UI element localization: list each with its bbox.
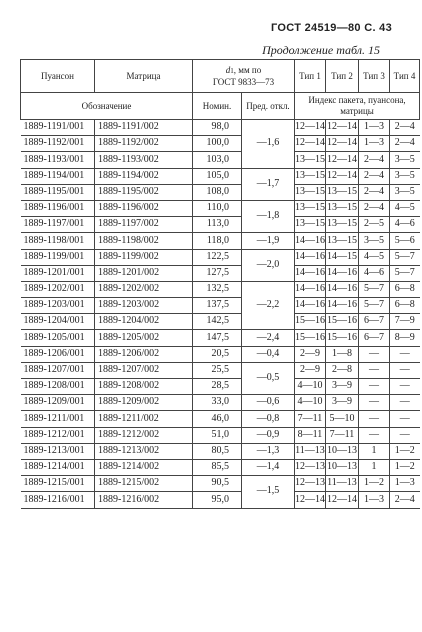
die-designation: 1889-1197/002 <box>95 217 193 233</box>
nominal-value: 98,0 <box>193 120 242 136</box>
table-row <box>21 411 420 427</box>
header-d1-gost: ГОСТ 9833—73 <box>212 76 275 87</box>
header-limit-deviation: Пред. откл. <box>242 93 295 120</box>
type4-index: 1—2 <box>390 443 420 459</box>
nominal-value: 100,0 <box>193 136 242 152</box>
punch-designation: 1889-1206/001 <box>21 346 95 362</box>
type1-index: 13—15 <box>295 217 326 233</box>
type1-index: 4—10 <box>295 395 326 411</box>
nominal-value: 90,5 <box>193 476 242 492</box>
type2-index: 10—13 <box>326 459 359 475</box>
type2-index: 12—14 <box>326 168 359 184</box>
type2-index: 15—16 <box>326 314 359 330</box>
type4-index: 5—6 <box>390 233 420 249</box>
type2-index: 5—10 <box>326 411 359 427</box>
type3-index: — <box>359 411 390 427</box>
type4-index: 8—9 <box>390 330 420 346</box>
type3-index: — <box>359 379 390 395</box>
type4-index: — <box>390 411 420 427</box>
nominal-value: 110,0 <box>193 200 242 216</box>
table-row <box>21 168 420 184</box>
punch-designation: 1889-1196/001 <box>21 200 95 216</box>
table-row <box>21 314 420 330</box>
type1-index: 12—14 <box>295 136 326 152</box>
type4-index: 4—6 <box>390 217 420 233</box>
type4-index: 1—3 <box>390 476 420 492</box>
die-designation: 1889-1191/002 <box>95 120 193 136</box>
table-row <box>21 476 420 492</box>
type4-index: 7—9 <box>390 314 420 330</box>
table-body <box>21 120 420 509</box>
type3-index: 2—4 <box>359 200 390 216</box>
type2-index: 3—9 <box>326 395 359 411</box>
type1-index: 13—15 <box>295 184 326 200</box>
type2-index: 15—16 <box>326 330 359 346</box>
table-row <box>21 152 420 168</box>
type3-index: 2—4 <box>359 152 390 168</box>
nominal-value: 95,0 <box>193 492 242 508</box>
header-nominal: Номин. <box>193 93 242 120</box>
type1-index: 12—13 <box>295 476 326 492</box>
punch-designation: 1889-1208/001 <box>21 379 95 395</box>
punch-designation: 1889-1202/001 <box>21 281 95 297</box>
table-row <box>21 427 420 443</box>
punch-designation: 1889-1204/001 <box>21 314 95 330</box>
type1-index: 12—14 <box>295 120 326 136</box>
limit-deviation: —1,3 <box>242 443 295 459</box>
limit-deviation: —2,4 <box>242 330 295 346</box>
die-designation: 1889-1213/002 <box>95 443 193 459</box>
nominal-value: 20,5 <box>193 346 242 362</box>
type4-index: 2—4 <box>390 120 420 136</box>
type3-index: 1—3 <box>359 120 390 136</box>
type2-index: 10—13 <box>326 443 359 459</box>
type4-index: 5—7 <box>390 249 420 265</box>
type1-index: 13—15 <box>295 168 326 184</box>
die-designation: 1889-1215/002 <box>95 476 193 492</box>
type2-index: 1—8 <box>326 346 359 362</box>
limit-deviation: —1,6 <box>242 120 295 169</box>
table-row <box>21 346 420 362</box>
type3-index: 1—3 <box>359 492 390 508</box>
type1-index: 14—16 <box>295 265 326 281</box>
limit-deviation: —0,4 <box>242 346 295 362</box>
die-designation: 1889-1202/002 <box>95 281 193 297</box>
type2-index: 12—14 <box>326 152 359 168</box>
type2-index: 3—9 <box>326 379 359 395</box>
die-designation: 1889-1192/002 <box>95 136 193 152</box>
header-type2: Тип 2 <box>326 60 359 93</box>
nominal-value: 46,0 <box>193 411 242 427</box>
nominal-value: 147,5 <box>193 330 242 346</box>
type4-index: 3—5 <box>390 152 420 168</box>
type2-index: 13—15 <box>326 217 359 233</box>
table-row <box>21 379 420 395</box>
type4-index: 4—5 <box>390 200 420 216</box>
type2-index: 7—11 <box>326 427 359 443</box>
die-designation: 1889-1216/002 <box>95 492 193 508</box>
type1-index: 15—16 <box>295 330 326 346</box>
type4-index: 5—7 <box>390 265 420 281</box>
table-row <box>21 492 420 508</box>
die-designation: 1889-1204/002 <box>95 314 193 330</box>
nominal-value: 137,5 <box>193 298 242 314</box>
nominal-value: 142,5 <box>193 314 242 330</box>
header-type4: Тип 4 <box>390 60 420 93</box>
page-header: ГОСТ 24519—80 С. 43 <box>271 22 392 34</box>
die-designation: 1889-1199/002 <box>95 249 193 265</box>
header-die: Матрица <box>95 60 193 93</box>
die-designation: 1889-1205/002 <box>95 330 193 346</box>
table-row <box>21 330 420 346</box>
nominal-value: 51,0 <box>193 427 242 443</box>
type2-index: 14—16 <box>326 281 359 297</box>
nominal-value: 105,0 <box>193 168 242 184</box>
type3-index: 4—6 <box>359 265 390 281</box>
header-punch: Пуансон <box>21 60 95 93</box>
punch-designation: 1889-1192/001 <box>21 136 95 152</box>
type1-index: 11—13 <box>295 443 326 459</box>
type4-index: 2—4 <box>390 492 420 508</box>
type3-index: 2—5 <box>359 217 390 233</box>
punch-designation: 1889-1205/001 <box>21 330 95 346</box>
type4-index: 3—5 <box>390 184 420 200</box>
table-row <box>21 249 420 265</box>
die-designation: 1889-1201/002 <box>95 265 193 281</box>
limit-deviation: —0,5 <box>242 362 295 394</box>
type3-index: 6—7 <box>359 330 390 346</box>
header-index: Индекс пакета, пуансона, матрицы <box>295 93 420 120</box>
type1-index: 14—16 <box>295 249 326 265</box>
type2-index: 13—15 <box>326 233 359 249</box>
type3-index: — <box>359 346 390 362</box>
type3-index: 3—5 <box>359 233 390 249</box>
punch-designation: 1889-1213/001 <box>21 443 95 459</box>
type3-index: 1—3 <box>359 136 390 152</box>
table-row <box>21 184 420 200</box>
table-row <box>21 459 420 475</box>
punch-designation: 1889-1199/001 <box>21 249 95 265</box>
type1-index: 12—13 <box>295 459 326 475</box>
punch-designation: 1889-1203/001 <box>21 298 95 314</box>
nominal-value: 113,0 <box>193 217 242 233</box>
header-d1 <box>193 60 295 93</box>
type1-index: 13—15 <box>295 152 326 168</box>
type1-index: 14—16 <box>295 233 326 249</box>
type4-index: 2—4 <box>390 136 420 152</box>
type4-index: 3—5 <box>390 168 420 184</box>
punch-designation: 1889-1216/001 <box>21 492 95 508</box>
punch-designation: 1889-1215/001 <box>21 476 95 492</box>
type1-index: 15—16 <box>295 314 326 330</box>
type1-index: 14—16 <box>295 281 326 297</box>
type1-index: 14—16 <box>295 298 326 314</box>
punch-designation: 1889-1209/001 <box>21 395 95 411</box>
type1-index: 7—11 <box>295 411 326 427</box>
limit-deviation: —0,8 <box>242 411 295 427</box>
limit-deviation: —0,9 <box>242 427 295 443</box>
nominal-value: 122,5 <box>193 249 242 265</box>
type2-index: 13—15 <box>326 184 359 200</box>
limit-deviation: —0,6 <box>242 395 295 411</box>
type4-index: — <box>390 379 420 395</box>
header-type3: Тип 3 <box>359 60 390 93</box>
type1-index: 8—11 <box>295 427 326 443</box>
die-designation: 1889-1212/002 <box>95 427 193 443</box>
type3-index: — <box>359 395 390 411</box>
type3-index: 2—4 <box>359 184 390 200</box>
type4-index: — <box>390 362 420 378</box>
type4-index: 1—2 <box>390 459 420 475</box>
table-row <box>21 298 420 314</box>
limit-deviation: —1,8 <box>242 200 295 232</box>
type1-index: 12—14 <box>295 492 326 508</box>
nominal-value: 127,5 <box>193 265 242 281</box>
type3-index: 2—4 <box>359 168 390 184</box>
nominal-value: 25,5 <box>193 362 242 378</box>
type2-index: 12—14 <box>326 120 359 136</box>
nominal-value: 132,5 <box>193 281 242 297</box>
punch-designation: 1889-1194/001 <box>21 168 95 184</box>
limit-deviation: —1,5 <box>242 476 295 508</box>
type1-index: 4—10 <box>295 379 326 395</box>
type3-index: — <box>359 427 390 443</box>
type3-index: 1 <box>359 459 390 475</box>
header-type1: Тип 1 <box>295 60 326 93</box>
table-row <box>21 395 420 411</box>
table-row <box>21 281 420 297</box>
type3-index: 5—7 <box>359 298 390 314</box>
type2-index: 11—13 <box>326 476 359 492</box>
punch-die-table <box>20 59 420 509</box>
punch-designation: 1889-1211/001 <box>21 411 95 427</box>
table-row <box>21 217 420 233</box>
punch-designation: 1889-1201/001 <box>21 265 95 281</box>
die-designation: 1889-1195/002 <box>95 184 193 200</box>
nominal-value: 103,0 <box>193 152 242 168</box>
type2-index: 14—16 <box>326 298 359 314</box>
limit-deviation: —1,7 <box>242 168 295 200</box>
punch-designation: 1889-1193/001 <box>21 152 95 168</box>
die-designation: 1889-1196/002 <box>95 200 193 216</box>
nominal-value: 85,5 <box>193 459 242 475</box>
type2-index: 14—16 <box>326 265 359 281</box>
table-row <box>21 120 420 136</box>
type3-index: 6—7 <box>359 314 390 330</box>
die-designation: 1889-1198/002 <box>95 233 193 249</box>
type3-index: — <box>359 362 390 378</box>
table-row <box>21 362 420 378</box>
type2-index: 12—14 <box>326 136 359 152</box>
die-designation: 1889-1214/002 <box>95 459 193 475</box>
punch-designation: 1889-1198/001 <box>21 233 95 249</box>
nominal-value: 80,5 <box>193 443 242 459</box>
punch-designation: 1889-1191/001 <box>21 120 95 136</box>
table-row <box>21 136 420 152</box>
type3-index: 1—2 <box>359 476 390 492</box>
limit-deviation: —2,0 <box>242 249 295 281</box>
type1-index: 2—9 <box>295 362 326 378</box>
table-row <box>21 265 420 281</box>
punch-designation: 1889-1195/001 <box>21 184 95 200</box>
type2-index: 13—15 <box>326 200 359 216</box>
type4-index: 6—8 <box>390 281 420 297</box>
die-designation: 1889-1211/002 <box>95 411 193 427</box>
limit-deviation: —2,2 <box>242 281 295 330</box>
type2-index: 14—15 <box>326 249 359 265</box>
nominal-value: 33,0 <box>193 395 242 411</box>
type1-index: 13—15 <box>295 200 326 216</box>
die-designation: 1889-1203/002 <box>95 298 193 314</box>
die-designation: 1889-1193/002 <box>95 152 193 168</box>
table-row <box>21 200 420 216</box>
die-designation: 1889-1209/002 <box>95 395 193 411</box>
type4-index: — <box>390 395 420 411</box>
type3-index: 5—7 <box>359 281 390 297</box>
header-d1-symbol: d1, мм по <box>225 64 262 75</box>
type1-index: 2—9 <box>295 346 326 362</box>
die-designation: 1889-1194/002 <box>95 168 193 184</box>
table-continuation-caption: Продолжение табл. 15 <box>262 43 380 57</box>
type2-index: 12—14 <box>326 492 359 508</box>
punch-designation: 1889-1207/001 <box>21 362 95 378</box>
type3-index: 1 <box>359 443 390 459</box>
type3-index: 4—5 <box>359 249 390 265</box>
limit-deviation: —1,9 <box>242 233 295 249</box>
table-row <box>21 443 420 459</box>
punch-designation: 1889-1214/001 <box>21 459 95 475</box>
type4-index: — <box>390 427 420 443</box>
table-row <box>21 233 420 249</box>
nominal-value: 118,0 <box>193 233 242 249</box>
die-designation: 1889-1208/002 <box>95 379 193 395</box>
type2-index: 2—8 <box>326 362 359 378</box>
die-designation: 1889-1207/002 <box>95 362 193 378</box>
type4-index: 6—8 <box>390 298 420 314</box>
nominal-value: 28,5 <box>193 379 242 395</box>
punch-designation: 1889-1212/001 <box>21 427 95 443</box>
limit-deviation: —1,4 <box>242 459 295 475</box>
die-designation: 1889-1206/002 <box>95 346 193 362</box>
nominal-value: 108,0 <box>193 184 242 200</box>
header-designation: Обозначение <box>21 93 193 120</box>
punch-designation: 1889-1197/001 <box>21 217 95 233</box>
type4-index: — <box>390 346 420 362</box>
